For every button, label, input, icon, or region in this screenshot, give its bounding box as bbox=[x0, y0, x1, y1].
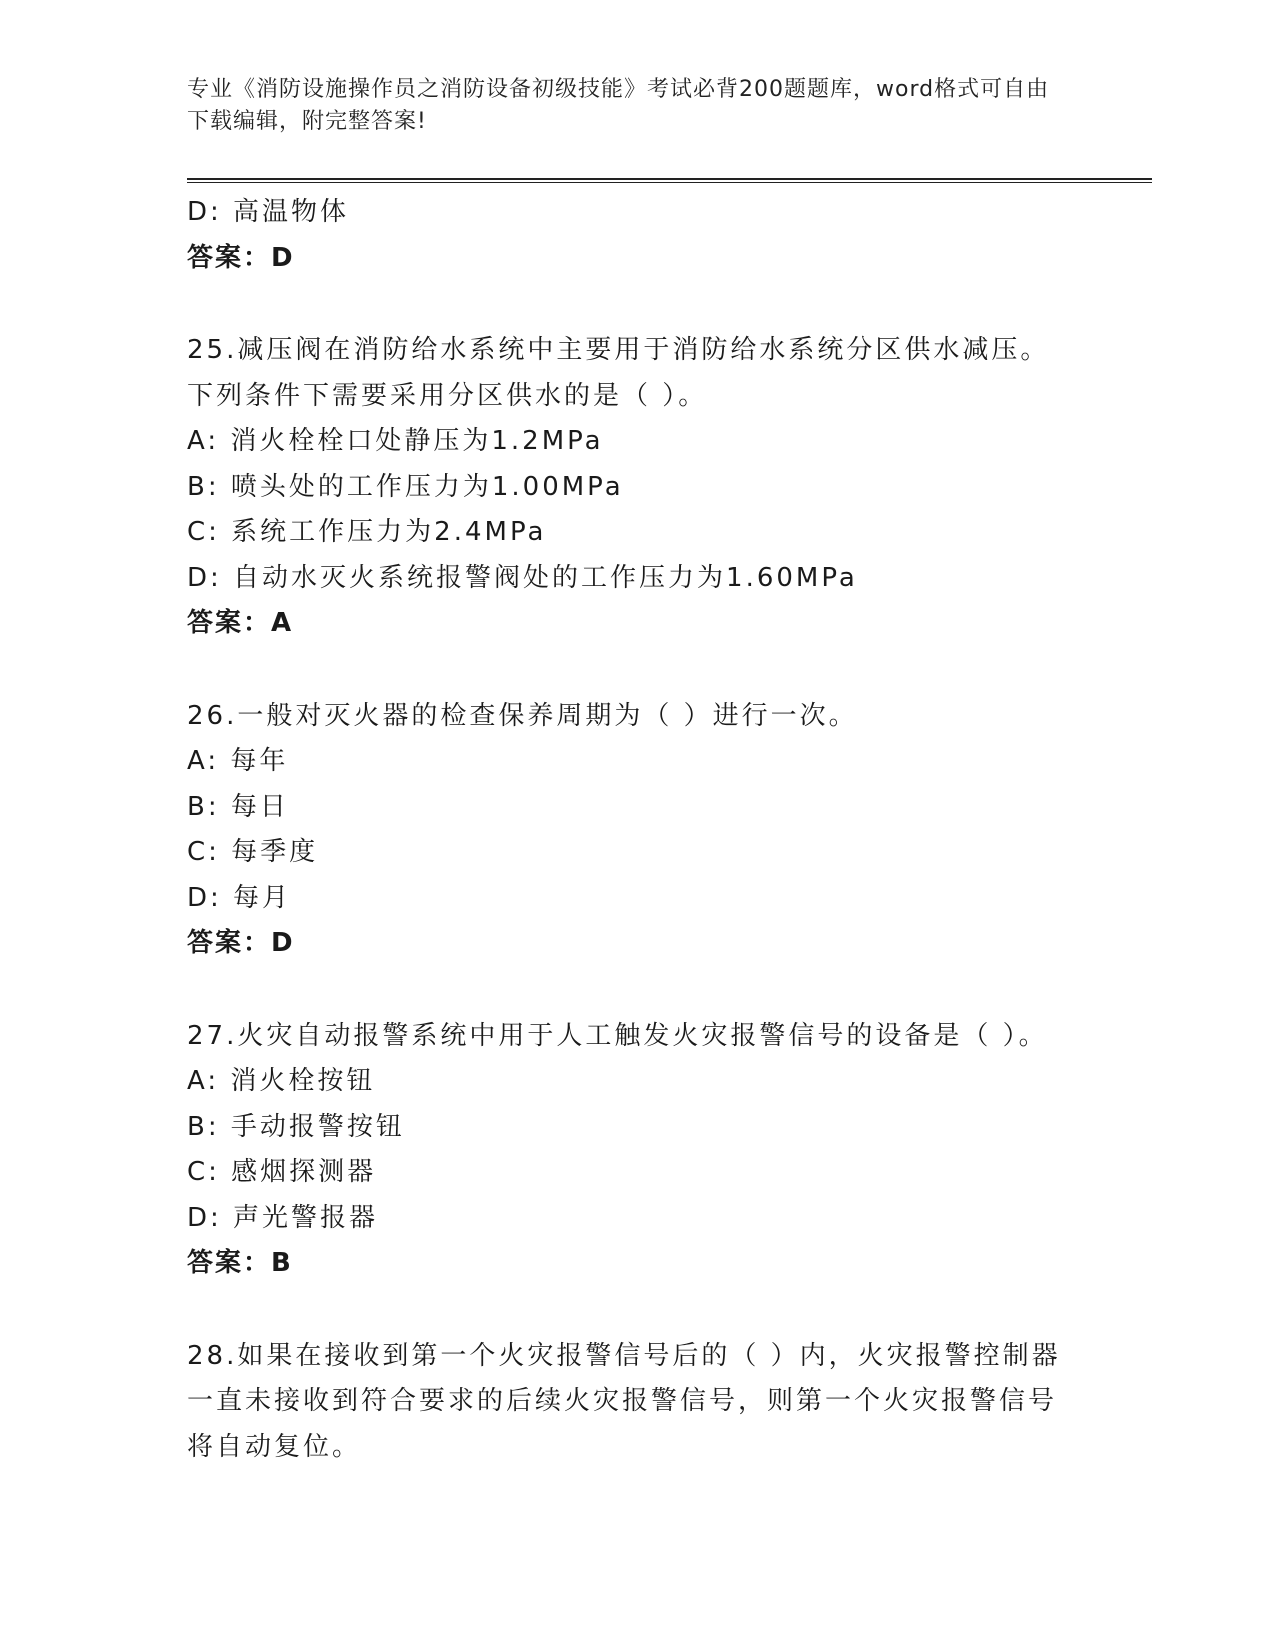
question-text: 28.如果在接收到第一个火灾报警信号后的（ ）内，火灾报警控制器一直未接收到符合要求的后续火灾报警信号，则第一个火灾报警信号将自动复位。 bbox=[187, 1340, 1061, 1462]
option-b: B: 喷头处的工作压力为1.00MPa bbox=[187, 471, 624, 502]
question-text: 26.一般对灭火器的检查保养周期为（ ）进行一次。 bbox=[187, 700, 858, 731]
option-a: A: 消火栓按钮 bbox=[187, 1066, 376, 1096]
option-a: A: 每年 bbox=[187, 746, 289, 776]
option-d: D: 自动水灭火系统报警阀处的工作压力为1.60MPa bbox=[187, 562, 858, 593]
option-d: D: 高温物体 bbox=[187, 197, 350, 227]
option-b: B: 手动报警按钮 bbox=[187, 1111, 405, 1142]
question-27 bbox=[187, 1014, 1087, 1287]
question-25 bbox=[187, 328, 1087, 647]
question-26 bbox=[187, 694, 1087, 967]
option-c: C: 感烟探测器 bbox=[187, 1157, 377, 1187]
option-a: A: 消火栓栓口处静压为1.2MPa bbox=[187, 426, 604, 456]
option-c: C: 每季度 bbox=[187, 837, 319, 867]
question-text: 25.减压阀在消防给水系统中主要用于消防给水系统分区供水减压。下列条件下需要采用分区供水的是（ ）。 bbox=[187, 335, 1050, 411]
answer: 答案：D bbox=[187, 242, 295, 273]
header-divider bbox=[187, 178, 1152, 183]
answer: 答案：B bbox=[187, 1248, 293, 1278]
continued-question bbox=[187, 190, 1087, 281]
answer: 答案：D bbox=[187, 928, 295, 958]
question-text: 27.火灾自动报警系统中用于人工触发火灾报警信号的设备是（ ）。 bbox=[187, 1020, 1048, 1051]
option-d: D: 每月 bbox=[187, 882, 292, 913]
option-d: D: 声光警报器 bbox=[187, 1202, 379, 1233]
option-b: B: 每日 bbox=[187, 791, 289, 822]
question-content bbox=[187, 190, 1087, 1470]
answer: 答案：A bbox=[187, 608, 294, 638]
question-28 bbox=[187, 1334, 1087, 1471]
option-c: C: 系统工作压力为2.4MPa bbox=[187, 517, 547, 547]
page-header: 专业《消防设施操作员之消防设备初级技能》考试必背200题题库，word格式可自由下载编辑，附完整答案! bbox=[187, 77, 1050, 134]
